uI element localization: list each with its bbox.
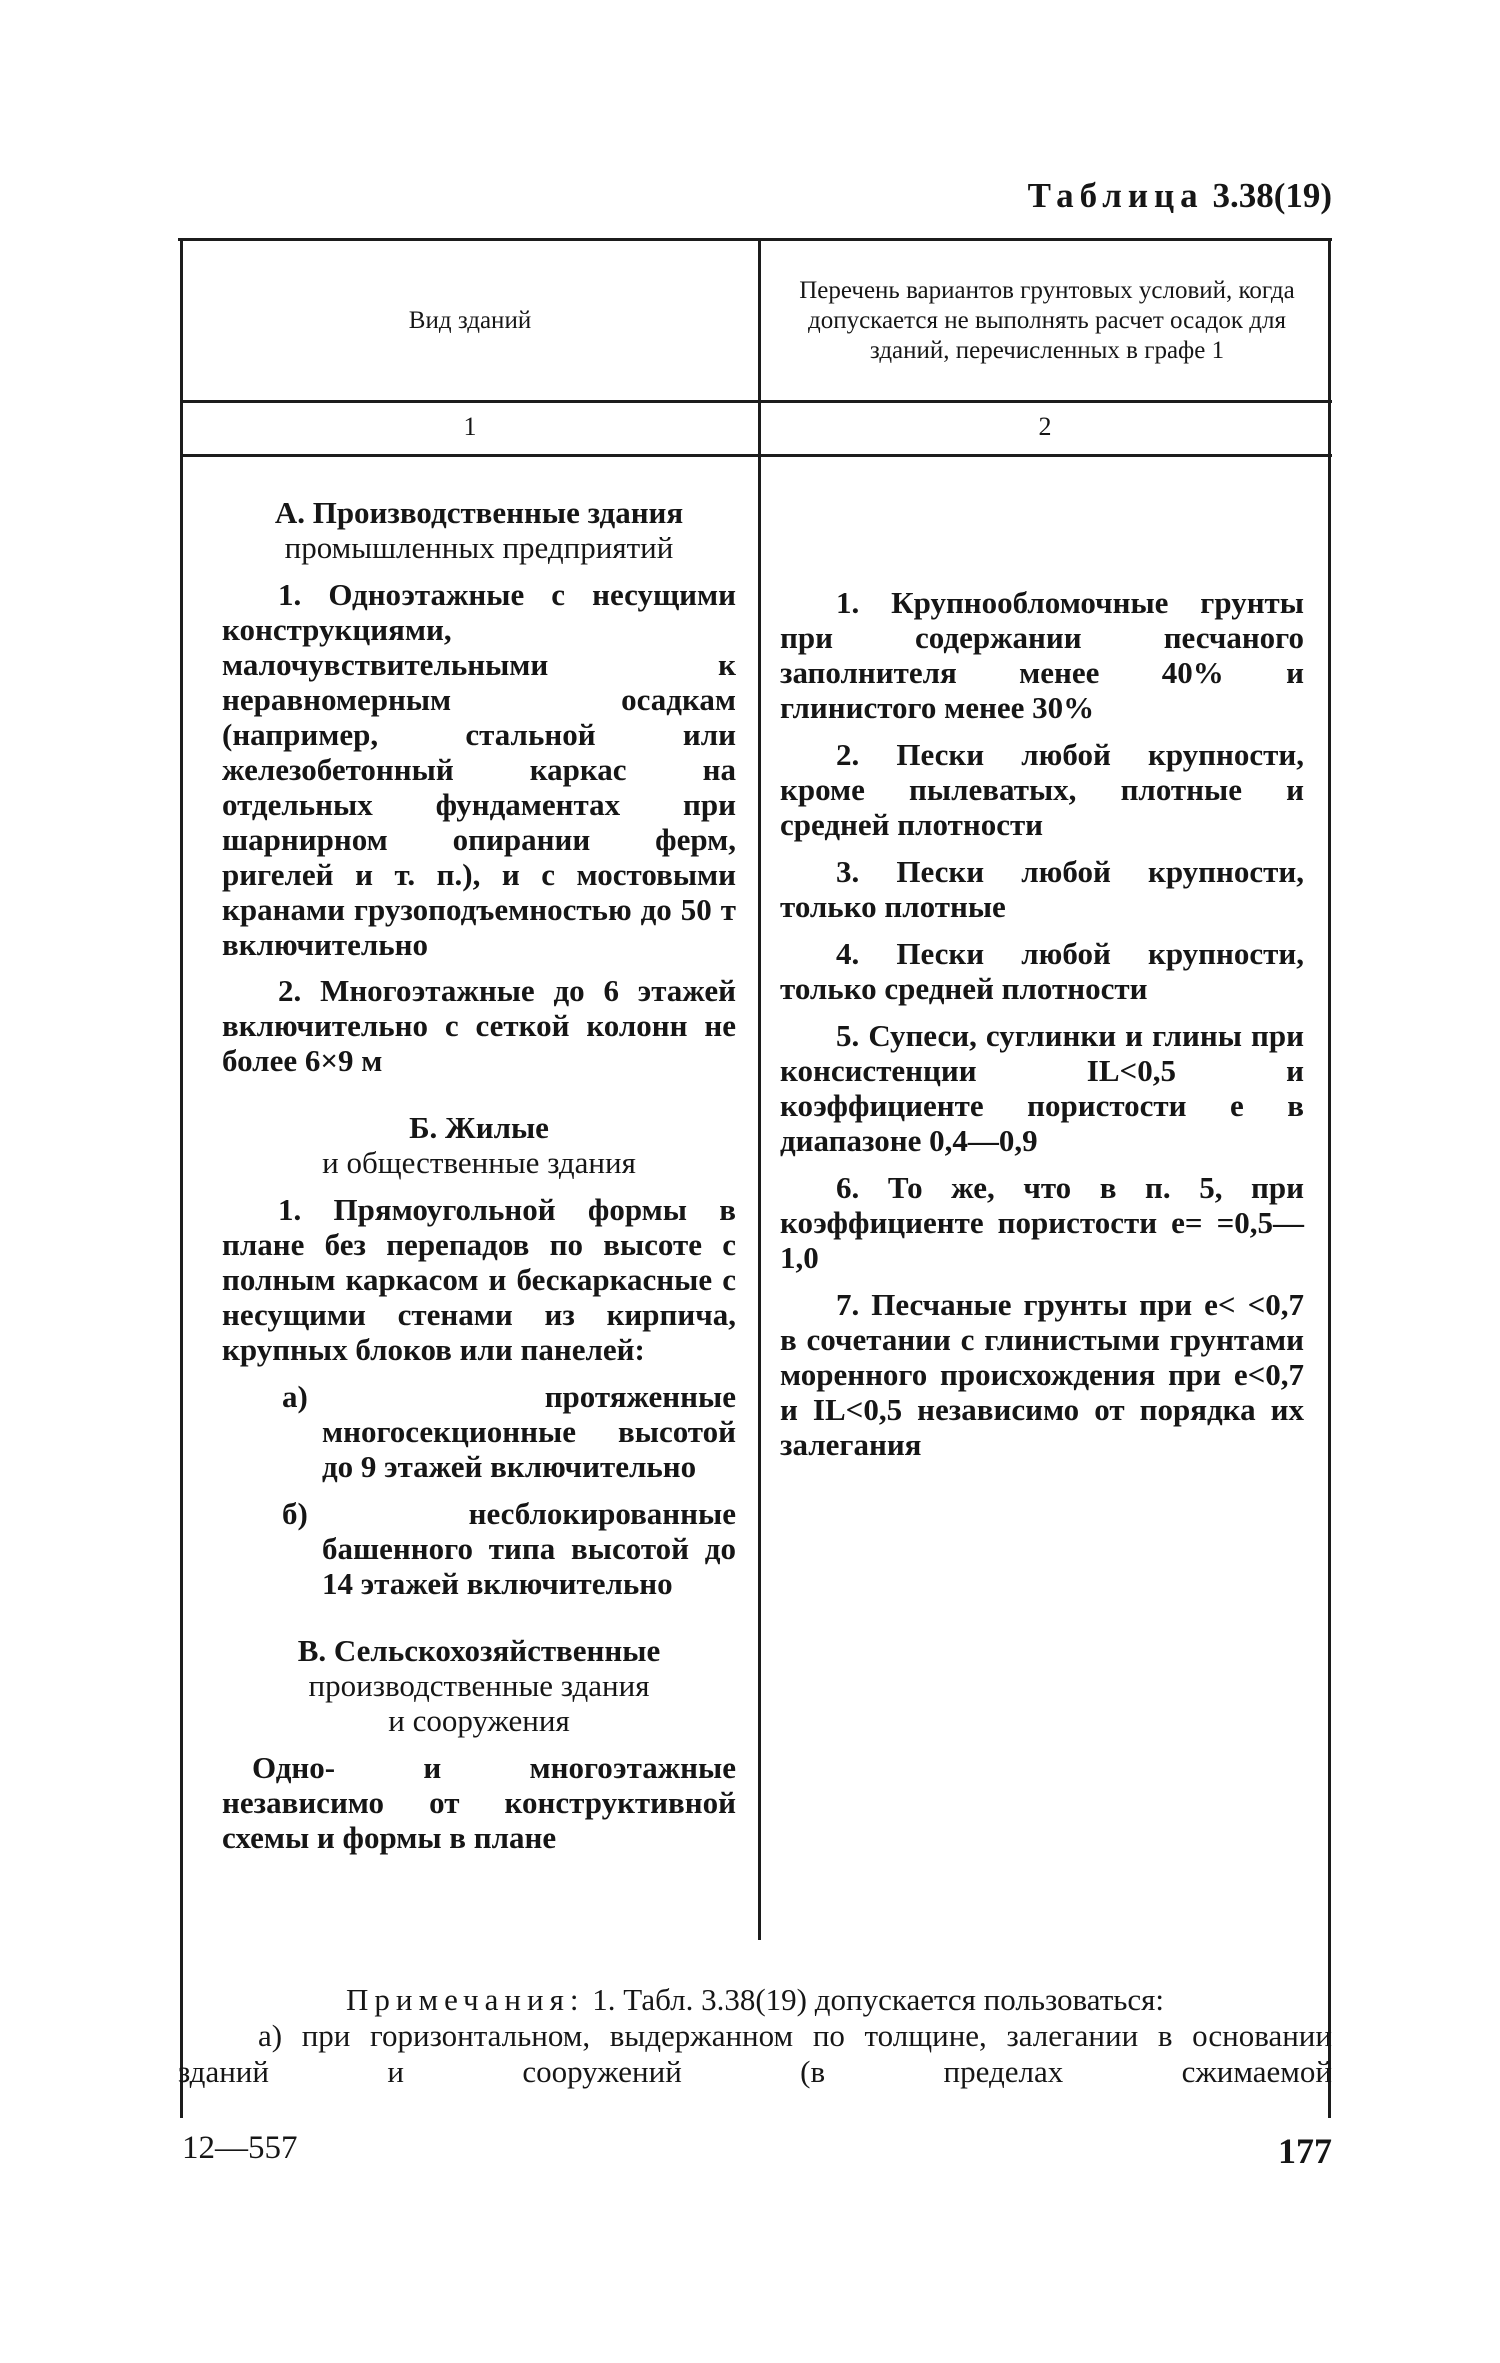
table-title	[1028, 176, 1332, 216]
table-notes	[178, 1982, 1332, 2090]
section-a-item-2: 2. Многоэтажные до 6 этажей включительно с сеткой колонн не более 6×9 м	[222, 973, 736, 1078]
section-v-title-line1: В. Сельскохозяйственные	[297, 1633, 661, 1668]
section-a-title-line1: А. Производственные здания	[274, 495, 684, 530]
section-a-title	[222, 495, 736, 565]
notes-line-1-text: 1. Табл. 3.38(19) допускается пользоваться:	[592, 1982, 1165, 2017]
printer-signature: 12—557	[182, 2130, 298, 2166]
header-building-type-text: Вид зданий	[408, 306, 532, 334]
column-number-1: 1	[463, 412, 477, 441]
section-b-sub-b: б) несблокированные башенного типа высотой до 14 этажей включительно	[282, 1496, 736, 1601]
section-b-title	[222, 1110, 736, 1180]
section-b-title-line2: и общественные здания	[322, 1145, 636, 1180]
soil-item-7: 7. Песчаные грунты при e< <0,7 в сочетании с глинистыми грунтами моренного происхождения при e<0,7 и IL<0,5 независимо от порядка их залегания	[780, 1287, 1304, 1462]
section-b-item-1: 1. Прямоугольной формы в плане без перепадов по высоте с полным каркасом и бескаркасные с несущими стенами из кирпича, крупных блоков или панелей:	[222, 1192, 736, 1367]
section-v-title	[222, 1633, 736, 1738]
section-v-title-line3: и сооружения	[388, 1703, 570, 1738]
table-left-border	[180, 238, 183, 2118]
section-b-title-line1: Б. Жилые	[409, 1110, 549, 1145]
column-divider	[758, 238, 761, 1940]
column-number-2: 2	[1038, 412, 1052, 441]
section-a-title-line2: промышленных предприятий	[284, 530, 674, 565]
header-soil-conditions	[790, 241, 1304, 400]
left-column	[222, 495, 736, 1855]
soil-item-2: 2. Пески любой крупности, кроме пылеватых, плотные и средней плотности	[780, 737, 1304, 842]
header-bottom-rule	[182, 400, 1332, 403]
table-title-word: Таблица	[1027, 176, 1204, 215]
soil-item-5: 5. Супеси, суглинки и глины при консистенции IL<0,5 и коэффициенте пористости e в диапазоне 0,4—0,9	[780, 1018, 1304, 1158]
section-v-text: Одно- и многоэтажные независимо от конструктивной схемы и формы в плане	[222, 1750, 736, 1855]
soil-item-4: 4. Пески любой крупности, только средней плотности	[780, 936, 1304, 1006]
notes-line-1	[178, 1982, 1332, 2018]
page-number: 177	[1278, 2131, 1332, 2171]
section-a-item-1: 1. Одноэтажные с несущими конструкциями, малочувствительными к неравномерным осадкам (например, стальной или железобетонный каркас на отдельных фундаментах при шарнирном опирании ферм, ригелей и т. п.), и с мостовыми кранами грузоподъемностью до 50 т включительно	[222, 577, 736, 962]
numbers-bottom-rule	[182, 454, 1332, 457]
right-column	[780, 585, 1304, 1462]
section-v-title-line2: производственные здания	[308, 1668, 650, 1703]
section-b-sub-a: а) протяженные многосекционные высотой до 9 этажей включительно	[282, 1379, 736, 1484]
soil-item-3: 3. Пески любой крупности, только плотные	[780, 854, 1304, 924]
soil-item-1: 1. Крупнообломочные грунты при содержании песчаного заполнителя менее 40% и глинистого менее 30%	[780, 585, 1304, 725]
notes-line-2: а) при горизонтальном, выдержанном по толщине, залегании в основании зданий и сооружений (в пределах сжимаемой	[178, 2018, 1332, 2089]
header-building-type	[184, 241, 756, 400]
table-title-number: 3.38(19)	[1212, 176, 1332, 215]
header-soil-conditions-text: Перечень вариантов грунтовых условий, когда допускается не выполнять расчет осадок для зданий, перечисленных в графе 1	[799, 276, 1295, 364]
table-right-border	[1328, 238, 1331, 2118]
soil-item-6: 6. То же, что в п. 5, при коэффициенте пористости e= =0,5—1,0	[780, 1170, 1304, 1275]
notes-label: Примечания:	[345, 1982, 585, 2017]
